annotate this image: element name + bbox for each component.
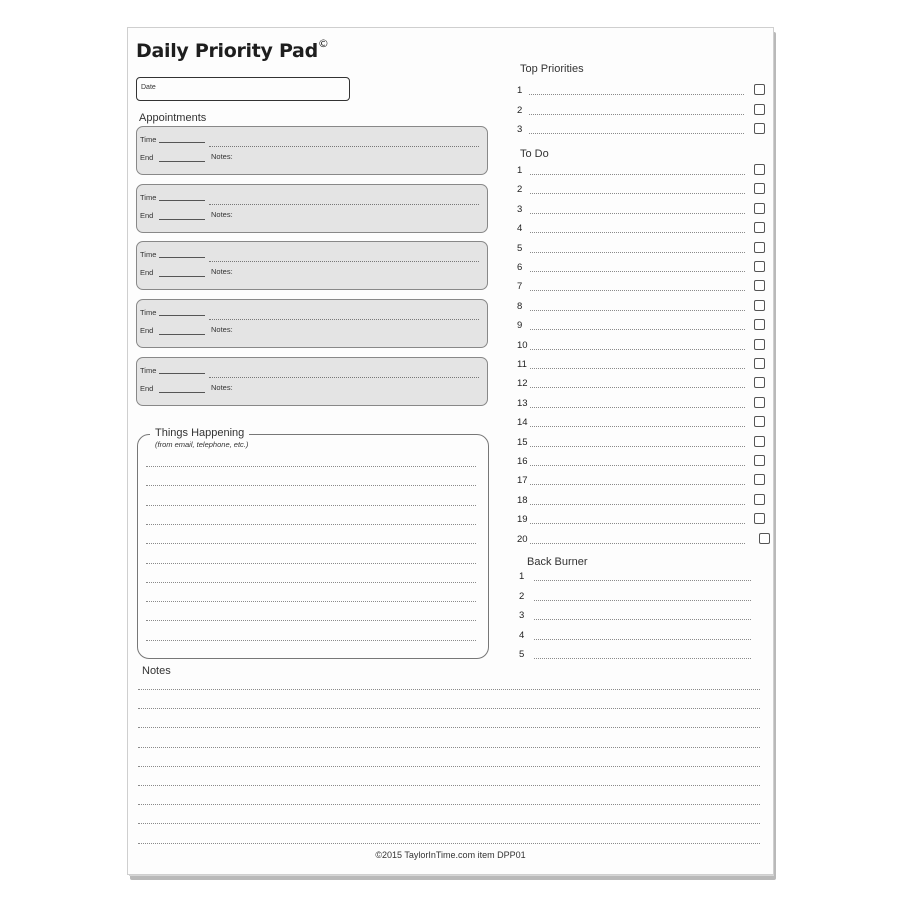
top-priority-checkbox[interactable] <box>754 123 765 134</box>
notes-heading: Notes <box>142 665 171 677</box>
appointment-subject-line[interactable] <box>209 146 479 147</box>
todo-number: 6 <box>517 262 523 273</box>
top-priority-number: 2 <box>517 104 523 116</box>
time-field[interactable] <box>159 257 205 258</box>
todo-checkbox[interactable] <box>759 533 770 544</box>
top-priority-checkbox[interactable] <box>754 104 765 115</box>
todo-checkbox[interactable] <box>754 513 765 524</box>
title-text: Daily Priority Pad <box>136 40 318 62</box>
time-label: Time <box>140 193 157 202</box>
todo-checkbox[interactable] <box>754 261 765 272</box>
back-burner-number: 1 <box>519 571 525 582</box>
appointment-slot[interactable] <box>136 126 488 175</box>
notes-line[interactable] <box>138 766 760 767</box>
todo-line[interactable] <box>530 193 745 194</box>
page-title <box>136 37 329 62</box>
todo-number: 1 <box>517 165 523 176</box>
todo-number: 4 <box>517 223 523 235</box>
notes-label: Notes: <box>211 383 233 392</box>
todo-line[interactable] <box>530 271 745 272</box>
todo-number: 18 <box>517 494 528 506</box>
notes-line[interactable] <box>138 804 760 805</box>
todo-checkbox[interactable] <box>754 494 765 505</box>
date-label: Date <box>141 84 156 91</box>
back-burner-line[interactable] <box>534 619 751 620</box>
things-happening-line[interactable] <box>146 524 476 525</box>
things-happening-box[interactable] <box>137 427 489 659</box>
top-priority-line[interactable] <box>529 133 744 134</box>
appointment-slot[interactable] <box>136 357 488 406</box>
appointment-slot[interactable] <box>136 184 488 233</box>
todo-checkbox[interactable] <box>754 242 765 253</box>
things-happening-line[interactable] <box>146 543 476 544</box>
todo-line[interactable] <box>530 329 745 330</box>
todo-checkbox[interactable] <box>754 377 765 388</box>
todo-line[interactable] <box>530 543 745 544</box>
top-priorities-heading: Top Priorities <box>520 63 584 75</box>
end-label: End <box>140 384 154 393</box>
back-burner-line[interactable] <box>534 658 751 659</box>
appointment-slot[interactable] <box>136 299 488 348</box>
todo-line[interactable] <box>530 368 745 369</box>
things-happening-subheading: (from email, telephone, etc.) <box>155 440 249 449</box>
end-field[interactable] <box>159 392 205 393</box>
todo-number: 19 <box>517 514 528 526</box>
todo-checkbox[interactable] <box>754 183 765 194</box>
things-happening-line[interactable] <box>146 601 476 602</box>
todo-checkbox[interactable] <box>754 474 765 485</box>
top-priority-line[interactable] <box>529 114 744 115</box>
time-field[interactable] <box>159 200 205 201</box>
todo-checkbox[interactable] <box>754 280 765 291</box>
notes-line[interactable] <box>138 823 760 824</box>
end-label: End <box>140 268 154 277</box>
todo-checkbox[interactable] <box>754 300 765 311</box>
things-happening-line[interactable] <box>146 466 476 467</box>
todo-line[interactable] <box>530 349 745 350</box>
appointment-subject-line[interactable] <box>209 204 479 205</box>
appointment-subject-line[interactable] <box>209 261 479 262</box>
todo-number: 14 <box>517 417 528 429</box>
planner-sheet <box>127 27 774 875</box>
todo-number: 10 <box>517 339 528 351</box>
back-burner-line[interactable] <box>534 580 751 581</box>
footer-copyright: ©2015 TaylorInTime.com item DPP01 <box>375 850 526 860</box>
todo-line[interactable] <box>530 504 745 505</box>
todo-checkbox[interactable] <box>754 358 765 369</box>
todo-checkbox[interactable] <box>754 319 765 330</box>
appointment-subject-line[interactable] <box>209 377 479 378</box>
back-burner-number: 4 <box>519 629 525 641</box>
time-label: Time <box>140 135 157 144</box>
notes-line[interactable] <box>138 843 760 844</box>
todo-checkbox[interactable] <box>754 397 765 408</box>
notes-label: Notes: <box>211 152 233 161</box>
back-burner-number: 5 <box>519 649 525 660</box>
things-happening-line[interactable] <box>146 620 476 621</box>
copyright-mark: © <box>317 37 329 50</box>
todo-checkbox[interactable] <box>754 455 765 466</box>
back-burner-line[interactable] <box>534 639 751 640</box>
todo-number: 9 <box>517 320 523 332</box>
things-happening-line[interactable] <box>146 505 476 506</box>
notes-line[interactable] <box>138 708 760 709</box>
end-label: End <box>140 211 154 220</box>
notes-label: Notes: <box>211 210 233 219</box>
back-burner-heading: Back Burner <box>527 556 588 568</box>
todo-checkbox[interactable] <box>754 222 765 233</box>
things-happening-line[interactable] <box>146 582 476 583</box>
todo-checkbox[interactable] <box>754 164 765 175</box>
things-happening-line[interactable] <box>146 485 476 486</box>
end-field[interactable] <box>159 161 205 162</box>
notes-label: Notes: <box>211 267 233 276</box>
time-label: Time <box>140 366 157 375</box>
time-field[interactable] <box>159 315 205 316</box>
todo-line[interactable] <box>530 213 745 214</box>
appointment-subject-line[interactable] <box>209 319 479 320</box>
todo-line[interactable] <box>530 252 745 253</box>
todo-number: 17 <box>517 475 528 487</box>
end-field[interactable] <box>159 219 205 220</box>
notes-line[interactable] <box>138 785 760 786</box>
notes-line[interactable] <box>138 747 760 748</box>
todo-line[interactable] <box>530 426 745 427</box>
todo-number: 16 <box>517 456 528 467</box>
todo-number: 2 <box>517 184 523 196</box>
todo-heading: To Do <box>520 148 549 160</box>
back-burner-number: 3 <box>519 610 525 621</box>
todo-number: 15 <box>517 436 528 448</box>
todo-checkbox[interactable] <box>754 203 765 214</box>
todo-checkbox[interactable] <box>754 436 765 447</box>
end-label: End <box>140 326 154 335</box>
top-priority-number: 1 <box>517 85 523 96</box>
todo-line[interactable] <box>530 407 745 408</box>
things-happening-heading: Things Happening <box>150 427 249 439</box>
time-field[interactable] <box>159 373 205 374</box>
todo-line[interactable] <box>530 523 745 524</box>
todo-line[interactable] <box>530 290 745 291</box>
end-field[interactable] <box>159 276 205 277</box>
todo-number: 13 <box>517 397 528 409</box>
todo-line[interactable] <box>530 232 745 233</box>
time-label: Time <box>140 250 157 259</box>
time-label: Time <box>140 308 157 317</box>
todo-number: 11 <box>517 359 527 370</box>
end-label: End <box>140 153 154 162</box>
end-field[interactable] <box>159 334 205 335</box>
todo-checkbox[interactable] <box>754 416 765 427</box>
todo-line[interactable] <box>530 446 745 447</box>
notes-line[interactable] <box>138 689 760 690</box>
back-burner-line[interactable] <box>534 600 751 601</box>
top-priority-number: 3 <box>517 124 523 135</box>
top-priority-line[interactable] <box>529 94 744 95</box>
things-happening-line[interactable] <box>146 640 476 641</box>
top-priority-checkbox[interactable] <box>754 84 765 95</box>
date-field[interactable] <box>136 77 350 101</box>
back-burner-number: 2 <box>519 590 525 602</box>
time-field[interactable] <box>159 142 205 143</box>
todo-line[interactable] <box>530 465 745 466</box>
todo-number: 5 <box>517 242 523 254</box>
todo-line[interactable] <box>530 387 745 388</box>
todo-number: 8 <box>517 300 523 312</box>
notes-line[interactable] <box>138 727 760 728</box>
todo-number: 3 <box>517 203 523 215</box>
todo-number: 12 <box>517 378 528 390</box>
todo-line[interactable] <box>530 174 745 175</box>
todo-line[interactable] <box>530 310 745 311</box>
appointments-heading: Appointments <box>139 112 207 124</box>
notes-label: Notes: <box>211 325 233 334</box>
todo-checkbox[interactable] <box>754 339 765 350</box>
appointment-slot[interactable] <box>136 241 488 290</box>
todo-line[interactable] <box>530 484 745 485</box>
todo-number: 7 <box>517 281 523 293</box>
things-happening-line[interactable] <box>146 563 476 564</box>
todo-number: 20 <box>517 533 528 545</box>
